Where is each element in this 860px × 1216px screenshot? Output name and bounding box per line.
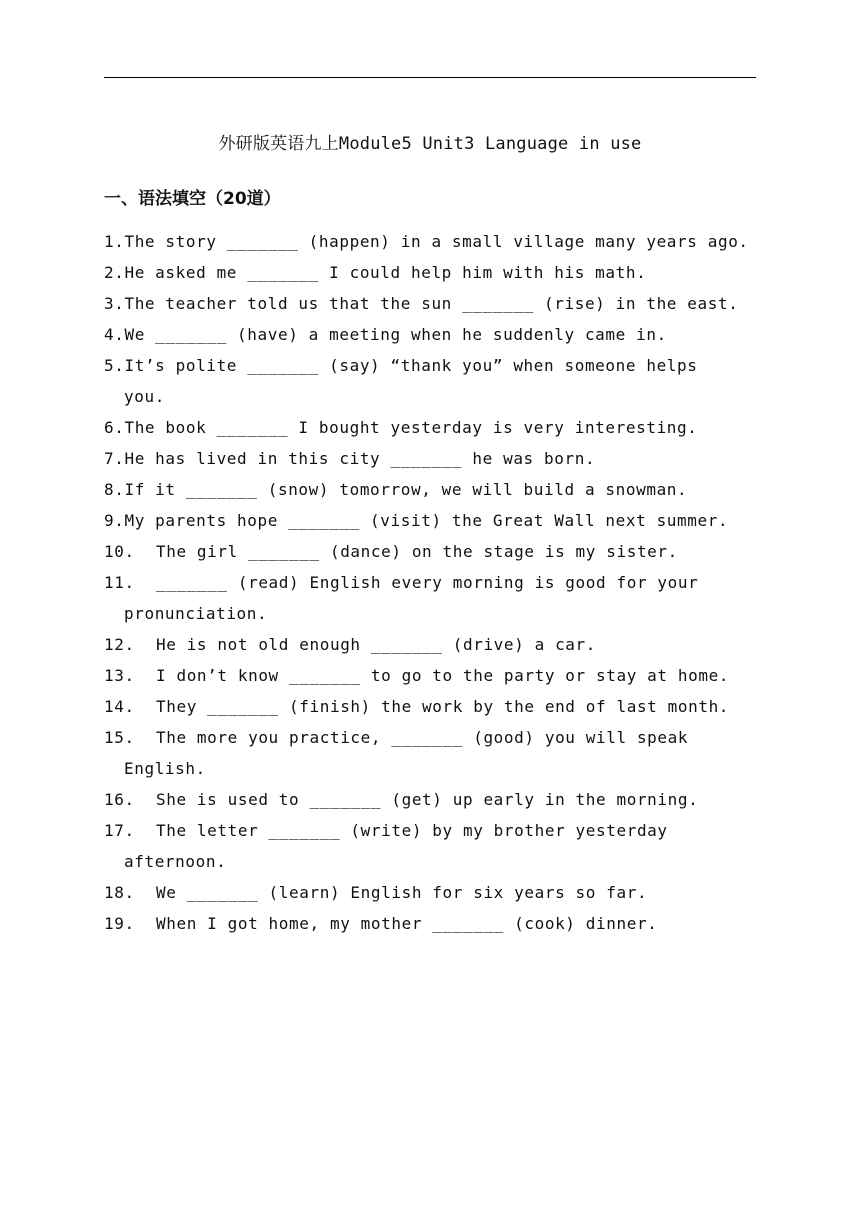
question-text: She is used to _______ (get) up early in the morning. (156, 790, 699, 809)
question-item (104, 908, 764, 939)
question-number: 13. (104, 666, 135, 685)
question-text: The story _______ (happen) in a small village many years ago. (124, 232, 749, 251)
question-number: 16. (104, 790, 135, 809)
question-number: 7. (104, 449, 125, 468)
question-number: 4. (104, 325, 125, 344)
question-item (104, 474, 764, 505)
question-list (104, 226, 764, 939)
question-text: The letter _______ (write) by my brother yesterday (156, 821, 668, 840)
question-text: He asked me _______ I could help him with his math. (124, 263, 647, 282)
question-item (104, 536, 764, 567)
header-rule (104, 77, 756, 78)
question-number: 11. (104, 573, 135, 592)
question-number: 3. (104, 294, 125, 313)
section-heading: 一、语法填空（20道） (104, 189, 281, 209)
question-number: 5. (104, 356, 125, 375)
question-text: The book _______ I bought yesterday is very interesting. (124, 418, 698, 437)
question-number: 18. (104, 883, 135, 902)
question-number: 14. (104, 697, 135, 716)
question-text: If it _______ (snow) tomorrow, we will build a snowman. (124, 480, 688, 499)
question-number: 15. (104, 728, 135, 747)
question-text: The teacher told us that the sun _______ (rise) in the east. (124, 294, 739, 313)
question-text: The more you practice, _______ (good) you will speak (156, 728, 689, 747)
question-text: I don’t know _______ to go to the party or stay at home. (156, 666, 730, 685)
question-number: 9. (104, 511, 125, 530)
question-text-continued: you. (124, 387, 165, 406)
question-item (104, 412, 764, 443)
question-item (104, 691, 764, 722)
question-text: We _______ (have) a meeting when he suddenly came in. (124, 325, 667, 344)
question-item (104, 257, 764, 288)
question-item (104, 877, 764, 908)
question-item (104, 319, 764, 350)
question-number: 19. (104, 914, 135, 933)
question-item (104, 660, 764, 691)
question-text: We _______ (learn) English for six years so far. (156, 883, 648, 902)
question-number: 1. (104, 232, 125, 251)
question-item (104, 722, 764, 784)
question-text: He is not old enough _______ (drive) a car. (156, 635, 597, 654)
question-item (104, 350, 764, 412)
question-text: They _______ (finish) the work by the end of last month. (156, 697, 730, 716)
question-item (104, 815, 764, 877)
question-text: He has lived in this city _______ he was born. (124, 449, 596, 468)
question-number: 8. (104, 480, 125, 499)
question-number: 6. (104, 418, 125, 437)
question-text: When I got home, my mother _______ (cook) dinner. (156, 914, 658, 933)
question-text: The girl _______ (dance) on the stage is my sister. (156, 542, 678, 561)
question-text: My parents hope _______ (visit) the Great Wall next summer. (124, 511, 729, 530)
question-number: 10. (104, 542, 135, 561)
question-text: It’s polite _______ (say) “thank you” when someone helps (124, 356, 698, 375)
question-number: 17. (104, 821, 135, 840)
question-text: _______ (read) English every morning is good for your (156, 573, 699, 592)
question-number: 2. (104, 263, 125, 282)
question-item (104, 784, 764, 815)
question-text-continued: afternoon. (124, 852, 227, 871)
question-number: 12. (104, 635, 135, 654)
question-item (104, 443, 764, 474)
question-item (104, 567, 764, 629)
question-item (104, 505, 764, 536)
question-item (104, 288, 764, 319)
question-item (104, 226, 764, 257)
question-text-continued: English. (124, 759, 206, 778)
question-item (104, 629, 764, 660)
page-title: 外研版英语九上Module5 Unit3 Language in use (218, 134, 642, 154)
question-text-continued: pronunciation. (124, 604, 268, 623)
